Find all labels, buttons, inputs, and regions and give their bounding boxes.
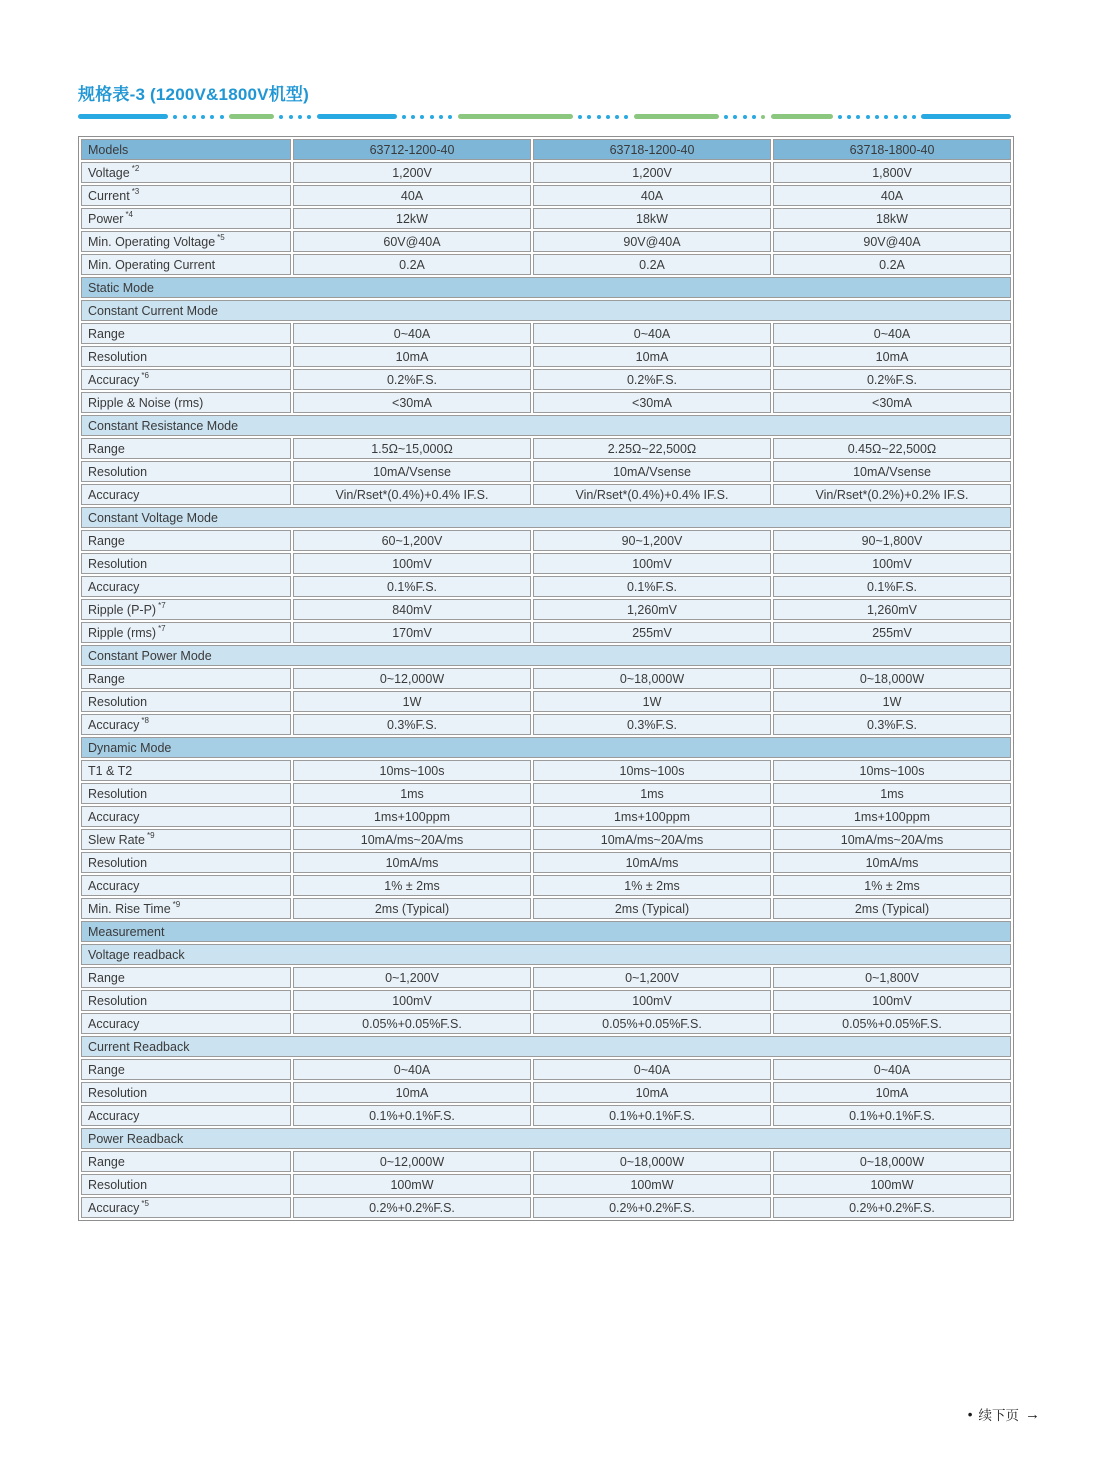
row-label: Accuracy $^{*5}$ [81, 1197, 291, 1218]
cell-value: 0~40A [533, 323, 771, 344]
row-label: Min. Operating Current [81, 254, 291, 275]
divider-dot [733, 115, 737, 119]
divider-dot [210, 115, 214, 119]
cell-value: <30mA [773, 392, 1011, 413]
table-row [81, 438, 1011, 459]
cell-value: 0.2A [533, 254, 771, 275]
table-row [81, 484, 1011, 505]
cell-value: 0.3%F.S. [533, 714, 771, 735]
row-label: Min. Rise Time $^{*9}$ [81, 898, 291, 919]
divider-dot [201, 115, 205, 119]
divider-dot [866, 115, 870, 119]
cell-value: 10mA/ms~20A/ms [773, 829, 1011, 850]
divider-dot [173, 115, 177, 119]
footnote-marker: *8 [141, 716, 149, 726]
cell-value: 10mA [773, 346, 1011, 367]
divider-dash [317, 114, 397, 119]
cell-value: 0~18,000W [773, 1151, 1011, 1172]
table-row [81, 208, 1011, 229]
table-row [81, 530, 1011, 551]
subsection-label: Voltage readback [81, 944, 1011, 965]
cell-value: 0~1,200V [293, 967, 531, 988]
footnote-marker: *9 [172, 900, 181, 910]
footnote-marker: *2 [131, 164, 140, 174]
table-row [81, 1013, 1011, 1034]
table-row [81, 760, 1011, 781]
row-label: Accuracy [81, 1105, 291, 1126]
row-label: Current $^{*3}$ [81, 185, 291, 206]
cell-value: 2.25Ω~22,500Ω [533, 438, 771, 459]
cell-value: 0~1,800V [773, 967, 1011, 988]
table-row [81, 369, 1011, 390]
section-row [81, 921, 1011, 942]
divider-dot [903, 115, 907, 119]
row-label: Min. Operating Voltage $^{*5}$ [81, 231, 291, 252]
row-label: Accuracy [81, 806, 291, 827]
table-row [81, 1151, 1011, 1172]
divider-dot [289, 115, 293, 119]
table-row [81, 668, 1011, 689]
divider-dot [587, 115, 591, 119]
column-header: 63712-1200-40 [293, 139, 531, 160]
right-arrow-icon: → [1025, 1405, 1040, 1423]
table-row [81, 990, 1011, 1011]
row-label: Range [81, 1059, 291, 1080]
divider-dot [894, 115, 898, 119]
row-label: Resolution [81, 783, 291, 804]
cell-value: 100mV [773, 990, 1011, 1011]
row-label: Accuracy $^{*6}$ [81, 369, 291, 390]
row-label: Resolution [81, 990, 291, 1011]
cell-value: 100mW [773, 1174, 1011, 1195]
cell-value: 0.3%F.S. [773, 714, 1011, 735]
cell-value: 10mA [293, 1082, 531, 1103]
cell-value: 18kW [533, 208, 771, 229]
cell-value: 1.5Ω~15,000Ω [293, 438, 531, 459]
cell-value: 10ms~100s [773, 760, 1011, 781]
cell-value: 0.1%+0.1%F.S. [293, 1105, 531, 1126]
divider-dot [875, 115, 879, 119]
cell-value: 0~40A [773, 1059, 1011, 1080]
section-label: Dynamic Mode [81, 737, 1011, 758]
cell-value: 0~18,000W [533, 1151, 771, 1172]
cell-value: 40A [533, 185, 771, 206]
subsection-row [81, 1128, 1011, 1149]
divider-dot [307, 115, 311, 119]
cell-value: 0.2%F.S. [533, 369, 771, 390]
cell-value: 0.1%+0.1%F.S. [533, 1105, 771, 1126]
row-label: Accuracy [81, 1013, 291, 1034]
cell-value: 10mA [533, 346, 771, 367]
table-row [81, 599, 1011, 620]
divider-dot [838, 115, 842, 119]
row-label: Range [81, 967, 291, 988]
subsection-row [81, 415, 1011, 436]
cell-value: 255mV [773, 622, 1011, 643]
divider-dot [220, 115, 224, 119]
cell-value: 0~12,000W [293, 1151, 531, 1172]
row-label: Range [81, 668, 291, 689]
cell-value: 100mV [293, 990, 531, 1011]
divider-dot [847, 115, 851, 119]
table-row [81, 714, 1011, 735]
column-header: 63718-1200-40 [533, 139, 771, 160]
cell-value: 10mA [293, 346, 531, 367]
cell-value: 1,200V [533, 162, 771, 183]
subsection-label: Constant Resistance Mode [81, 415, 1011, 436]
footnote-marker: *7 [158, 601, 166, 611]
divider-dot [597, 115, 601, 119]
footnote-marker: *5 [141, 1199, 149, 1209]
cell-value: 0~40A [293, 323, 531, 344]
cell-value: 10mA/ms [293, 852, 531, 873]
table-row [81, 461, 1011, 482]
cell-value: 100mW [293, 1174, 531, 1195]
table-row [81, 1197, 1011, 1218]
spec-table [78, 136, 1014, 1221]
row-label: Range [81, 438, 291, 459]
cell-value: 0.2%F.S. [773, 369, 1011, 390]
divider-dot [912, 115, 916, 119]
table-row [81, 254, 1011, 275]
cell-value: 0~18,000W [533, 668, 771, 689]
divider-dash [921, 114, 1011, 119]
cell-value: 0.2%F.S. [293, 369, 531, 390]
divider-dash [78, 114, 168, 119]
cell-value: 0~40A [533, 1059, 771, 1080]
divider-dot [448, 115, 452, 119]
row-label: Models [81, 139, 291, 160]
row-label: Ripple (rms) $^{*7}$ [81, 622, 291, 643]
cell-value: 10mA/Vsense [533, 461, 771, 482]
column-header: 63718-1800-40 [773, 139, 1011, 160]
row-label: T1 & T2 [81, 760, 291, 781]
row-label: Resolution [81, 346, 291, 367]
cell-value: 10ms~100s [533, 760, 771, 781]
spec-table-body [81, 139, 1011, 1218]
cell-value: 90V@40A [773, 231, 1011, 252]
table-row [81, 622, 1011, 643]
page-title: 规格表-3 (1200V&1800V机型) [78, 85, 309, 104]
divider-dash [771, 114, 833, 119]
cell-value: 10mA/Vsense [293, 461, 531, 482]
cell-value: 10mA/ms~20A/ms [533, 829, 771, 850]
cell-value: 100mW [533, 1174, 771, 1195]
divider-dot [624, 115, 628, 119]
table-row [81, 346, 1011, 367]
cell-value: 1ms [533, 783, 771, 804]
cell-value: 1ms+100ppm [533, 806, 771, 827]
cell-value: Vin/Rset*(0.4%)+0.4% IF.S. [293, 484, 531, 505]
divider-dot [743, 115, 747, 119]
cell-value: 0.2A [293, 254, 531, 275]
table-row [81, 392, 1011, 413]
cell-value: 0.45Ω~22,500Ω [773, 438, 1011, 459]
footnote-marker: *3 [131, 187, 140, 197]
cell-value: 10mA/Vsense [773, 461, 1011, 482]
row-label: Resolution [81, 1174, 291, 1195]
footnote-marker: *4 [125, 210, 133, 220]
cell-value: 10mA/ms [773, 852, 1011, 873]
table-row [81, 898, 1011, 919]
cell-value: <30mA [293, 392, 531, 413]
table-row [81, 185, 1011, 206]
cell-value: 1,260mV [533, 599, 771, 620]
row-label: Resolution [81, 852, 291, 873]
cell-value: 0.2%+0.2%F.S. [773, 1197, 1011, 1218]
cell-value: Vin/Rset*(0.4%)+0.4% IF.S. [533, 484, 771, 505]
section-label: Static Mode [81, 277, 1011, 298]
cell-value: 0.3%F.S. [293, 714, 531, 735]
page-content [78, 80, 1012, 1221]
row-label: Ripple & Noise (rms) [81, 392, 291, 413]
table-row [81, 806, 1011, 827]
table-row [81, 576, 1011, 597]
cell-value: 840mV [293, 599, 531, 620]
cell-value: 1ms [773, 783, 1011, 804]
cell-value: 0.05%+0.05%F.S. [293, 1013, 531, 1034]
cell-value: 1ms+100ppm [293, 806, 531, 827]
cell-value: 0.1%F.S. [533, 576, 771, 597]
cell-value: 90V@40A [533, 231, 771, 252]
divider-dot [752, 115, 756, 119]
cell-value: 18kW [773, 208, 1011, 229]
cell-value: 10mA/ms~20A/ms [293, 829, 531, 850]
table-row [81, 967, 1011, 988]
cell-value: 0.1%+0.1%F.S. [773, 1105, 1011, 1126]
bullet-icon: • [967, 1406, 973, 1422]
cell-value: 90~1,200V [533, 530, 771, 551]
section-label: Measurement [81, 921, 1011, 942]
row-label: Accuracy [81, 875, 291, 896]
cell-value: 1,200V [293, 162, 531, 183]
subsection-row [81, 645, 1011, 666]
row-label: Resolution [81, 461, 291, 482]
cell-value: 0~12,000W [293, 668, 531, 689]
cell-value: 1W [533, 691, 771, 712]
subsection-label: Power Readback [81, 1128, 1011, 1149]
divider-dash [458, 114, 573, 119]
row-label: Range [81, 1151, 291, 1172]
divider-dot [606, 115, 610, 119]
table-row [81, 323, 1011, 344]
cell-value: 10ms~100s [293, 760, 531, 781]
footnote-marker: *9 [146, 831, 155, 841]
row-label: Ripple (P-P) $^{*7}$ [81, 599, 291, 620]
subsection-row [81, 300, 1011, 321]
footnote-marker: *6 [141, 371, 149, 381]
row-label: Power $^{*4}$ [81, 208, 291, 229]
table-row [81, 1174, 1011, 1195]
subsection-row [81, 1036, 1011, 1057]
divider-dot [724, 115, 728, 119]
table-row [81, 1105, 1011, 1126]
divider-dot [420, 115, 424, 119]
section-row [81, 277, 1011, 298]
decorative-divider [78, 114, 1012, 119]
footnote-marker: *5 [217, 233, 225, 243]
divider-dot [856, 115, 860, 119]
row-label: Accuracy [81, 484, 291, 505]
row-label: Range [81, 323, 291, 344]
cell-value: 10mA/ms [533, 852, 771, 873]
table-row [81, 691, 1011, 712]
cell-value: 60~1,200V [293, 530, 531, 551]
cell-value: 100mV [533, 990, 771, 1011]
divider-dot [279, 115, 283, 119]
table-header-row [81, 139, 1011, 160]
section-row [81, 737, 1011, 758]
cell-value: 0.1%F.S. [773, 576, 1011, 597]
table-row [81, 852, 1011, 873]
cell-value: 1,260mV [773, 599, 1011, 620]
cell-value: 0.05%+0.05%F.S. [773, 1013, 1011, 1034]
cell-value: 0~1,200V [533, 967, 771, 988]
subsection-label: Constant Power Mode [81, 645, 1011, 666]
divider-dot [192, 115, 196, 119]
cell-value: 100mV [293, 553, 531, 574]
table-row [81, 1082, 1011, 1103]
footnote-marker: *7 [158, 624, 166, 634]
divider-dash [634, 114, 719, 119]
cell-value: 2ms (Typical) [533, 898, 771, 919]
divider-dot [430, 115, 434, 119]
cell-value: 10mA [773, 1082, 1011, 1103]
divider-dot [884, 115, 888, 119]
divider-dot [183, 115, 187, 119]
cell-value: 0~18,000W [773, 668, 1011, 689]
cell-value: 12kW [293, 208, 531, 229]
cell-value: 1W [773, 691, 1011, 712]
subsection-row [81, 507, 1011, 528]
divider-dot [578, 115, 582, 119]
cell-value: 0.2%+0.2%F.S. [293, 1197, 531, 1218]
row-label: Accuracy [81, 576, 291, 597]
row-label: Slew Rate $^{*9}$ [81, 829, 291, 850]
cell-value: 90~1,800V [773, 530, 1011, 551]
cell-value: 0.2%+0.2%F.S. [533, 1197, 771, 1218]
cell-value: 0~40A [293, 1059, 531, 1080]
table-row [81, 553, 1011, 574]
cell-value: Vin/Rset*(0.2%)+0.2% IF.S. [773, 484, 1011, 505]
divider-dot [439, 115, 443, 119]
cell-value: 2ms (Typical) [293, 898, 531, 919]
table-row [81, 783, 1011, 804]
subsection-row [81, 944, 1011, 965]
cell-value: 0.1%F.S. [293, 576, 531, 597]
cell-value: <30mA [533, 392, 771, 413]
table-row [81, 1059, 1011, 1080]
cell-value: 1,800V [773, 162, 1011, 183]
cell-value: 1% ± 2ms [293, 875, 531, 896]
row-label: Resolution [81, 1082, 291, 1103]
cell-value: 1ms [293, 783, 531, 804]
cell-value: 1% ± 2ms [533, 875, 771, 896]
cell-value: 40A [773, 185, 1011, 206]
table-row [81, 829, 1011, 850]
cell-value: 1W [293, 691, 531, 712]
cell-value: 1ms+100ppm [773, 806, 1011, 827]
cell-value: 100mV [773, 553, 1011, 574]
cell-value: 2ms (Typical) [773, 898, 1011, 919]
cell-value: 0.2A [773, 254, 1011, 275]
cell-value: 0.05%+0.05%F.S. [533, 1013, 771, 1034]
cell-value: 40A [293, 185, 531, 206]
table-row [81, 875, 1011, 896]
subsection-label: Constant Voltage Mode [81, 507, 1011, 528]
row-label: Resolution [81, 691, 291, 712]
divider-dot [298, 115, 302, 119]
footer-continue-label: 续下页 [978, 1408, 1019, 1423]
cell-value: 100mV [533, 553, 771, 574]
table-row [81, 162, 1011, 183]
divider-dot [761, 115, 765, 119]
subsection-label: Current Readback [81, 1036, 1011, 1057]
divider-dot [402, 115, 406, 119]
footer-continue-note [968, 1404, 1040, 1424]
row-label: Accuracy $^{*8}$ [81, 714, 291, 735]
cell-value: 1% ± 2ms [773, 875, 1011, 896]
divider-dot [411, 115, 415, 119]
row-label: Range [81, 530, 291, 551]
subsection-label: Constant Current Mode [81, 300, 1011, 321]
cell-value: 10mA [533, 1082, 771, 1103]
row-label: Voltage $^{*2}$ [81, 162, 291, 183]
row-label: Resolution [81, 553, 291, 574]
cell-value: 60V@40A [293, 231, 531, 252]
cell-value: 0~40A [773, 323, 1011, 344]
cell-value: 170mV [293, 622, 531, 643]
divider-dot [615, 115, 619, 119]
table-row [81, 231, 1011, 252]
cell-value: 255mV [533, 622, 771, 643]
divider-dash [229, 114, 274, 119]
